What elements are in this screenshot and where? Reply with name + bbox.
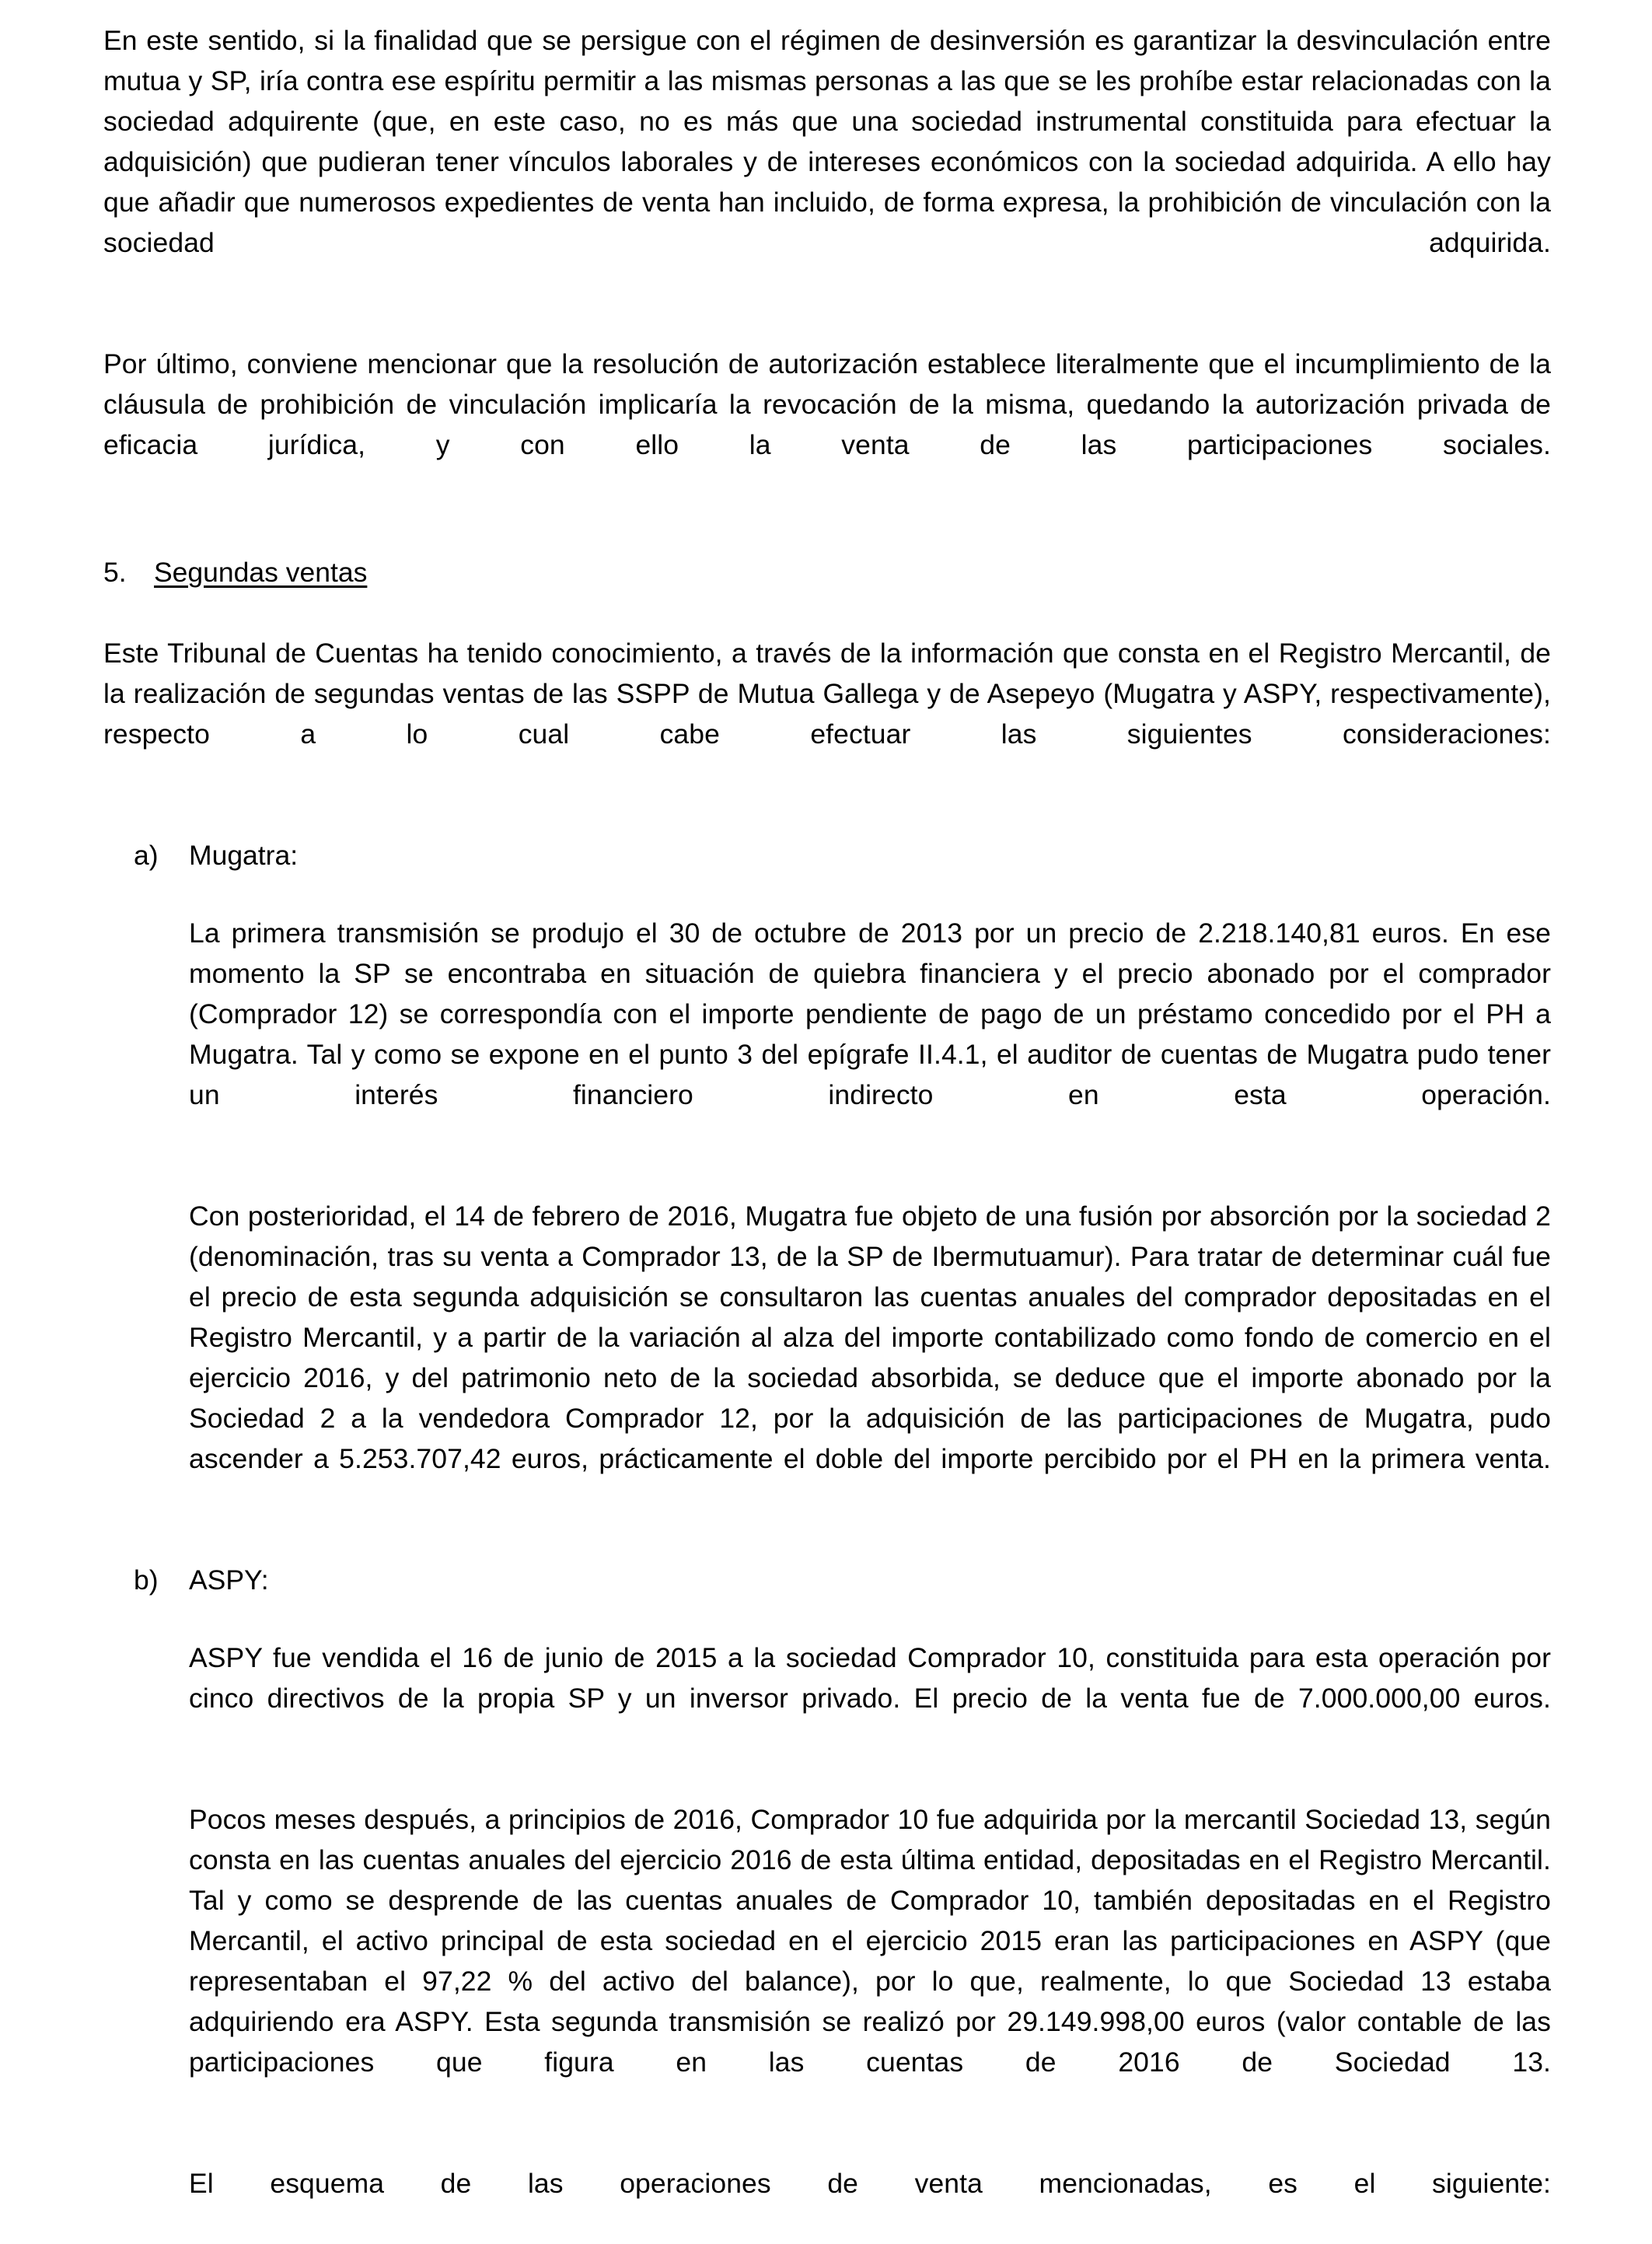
- paragraph-mugatra-con-posterioridad: Con posterioridad, el 14 de febrero de 2016, Mugatra fue objeto de una fusión por absorción por la sociedad 2 (denominación, tras su venta a Comprador 13, de la SP de Ibermutuamur). Para tratar de determinar cuál fue el precio de esta segunda adquisición se consultaron las cuentas anuales del comprador depositadas en el Registro Mercantil, y a partir de la variación al alza del importe contabilizado como fondo de comercio en el ejercicio 2016, y del patrimonio neto de la sociedad absorbida, se deduce que el importe abonado por la Sociedad 2 a la vendedora Comprador 12, por la adquisición de las participaciones de Mugatra, pudo ascender a 5.253.707,42 euros, prácticamente el doble del importe percibido por el PH en la primera venta.: [189, 1201, 1551, 1474]
- document-body: [103, 20, 1551, 2244]
- paragraph-spacer: [189, 2123, 1551, 2163]
- paragraph-por-ultimo: Por último, conviene mencionar que la resolución de autorización establece literalmente que el incumplimiento de la cláusula de prohibición de vinculación implicaría la revocación de la misma, quedando la autorización privada de eficacia jurídica, y con ello la venta de las participaciones sociales.: [103, 348, 1551, 460]
- list-item-spacer: [103, 876, 1551, 913]
- intro-spacer: [103, 795, 1551, 835]
- list-item-label: Mugatra:: [189, 840, 299, 871]
- list-item-aspy: [103, 1560, 1551, 1600]
- heading-spacer: [103, 592, 1551, 633]
- paragraph-mugatra-primera-transmision: La primera transmisión se produjo el 30 de octubre de 2013 por un precio de 2.218.140,81 euros. En ese momento la SP se encontraba en situación de quiebra financiera y el precio abonado por el comprador (Comprador 12) se correspondía con el importe pendiente de pago de un préstamo concedido por el PH a Mugatra. Tal y como se expone en el punto 3 del epígrafe II.4.1, el auditor de cuentas de Mugatra pudo tener un interés financiero indirecto en esta operación.: [189, 918, 1551, 1110]
- section-heading-segundas-ventas: [103, 552, 1551, 592]
- paragraph-spacer: [189, 1759, 1551, 1799]
- list-item-aspy-content: [103, 1638, 1551, 2244]
- list-item-mugatra-content: [103, 913, 1551, 1519]
- section-spacer: [103, 505, 1551, 552]
- list-marker: b): [134, 1564, 159, 1596]
- paragraph-aspy-sociedad-13: Pocos meses después, a principios de 2016, Comprador 10 fue adquirida por la mercantil Sociedad 13, según consta en las cuentas anuales del ejercicio 2016 de esta última entidad, depositadas en el Registro Mercantil. Tal y como se desprende de las cuentas anuales de Comprador 10, también depositadas en el Registro Mercantil, el activo principal de esta sociedad en el ejercicio 2015 eran las participaciones en ASPY (que representaban el 97,22 % del activo del balance), por lo que, realmente, lo que Sociedad 13 estaba adquiriendo era ASPY. Esta segunda transmisión se realizó por 29.149.998,00 euros (valor contable de las participaciones que figura en las cuentas de 2016 de Sociedad 13.: [189, 1804, 1551, 2078]
- list-item-spacer: [103, 1600, 1551, 1638]
- section-title: Segundas ventas: [154, 557, 368, 588]
- list-marker: a): [134, 840, 159, 871]
- list-block-spacer: [103, 1519, 1551, 1560]
- section-number: 5.: [103, 557, 127, 588]
- paragraph-en-este-sentido: En este sentido, si la finalidad que se persigue con el régimen de desinversión es garantizar la desvinculación entre mutua y SP, iría contra ese espíritu permitir a las mismas personas a las que se les prohíbe estar relacionadas con la sociedad adquirente (que, en este caso, no es más que una sociedad instrumental constituida para efectuar la adquisición) que pudieran tener vínculos laborales y de intereses económicos con la sociedad adquirida. A ello hay que añadir que numerosos expedientes de venta han incluido, de forma expresa, la prohibición de vinculación con la sociedad adquirida.: [103, 25, 1551, 258]
- paragraph-aspy-venta: ASPY fue vendida el 16 de junio de 2015 a la sociedad Comprador 10, constituida para esta operación por cinco directivos de la propia SP y un inversor privado. El precio de la venta fue de 7.000.000,00 euros.: [189, 1642, 1551, 1714]
- paragraph-section-intro: Este Tribunal de Cuentas ha tenido conocimiento, a través de la información que consta en el Registro Mercantil, de la realización de segundas ventas de las SSPP de Mutua Gallega y de Asepeyo (Mugatra y ASPY, respectivamente), respecto a lo cual cabe efectuar las siguientes consideraciones:: [103, 638, 1551, 750]
- list-item-label: ASPY:: [189, 1564, 269, 1596]
- paragraph-esquema-operaciones: El esquema de las operaciones de venta mencionadas, es el siguiente:: [189, 2168, 1551, 2199]
- paragraph-spacer: [103, 303, 1551, 344]
- list-item-mugatra: [103, 835, 1551, 876]
- paragraph-spacer: [189, 1155, 1551, 1196]
